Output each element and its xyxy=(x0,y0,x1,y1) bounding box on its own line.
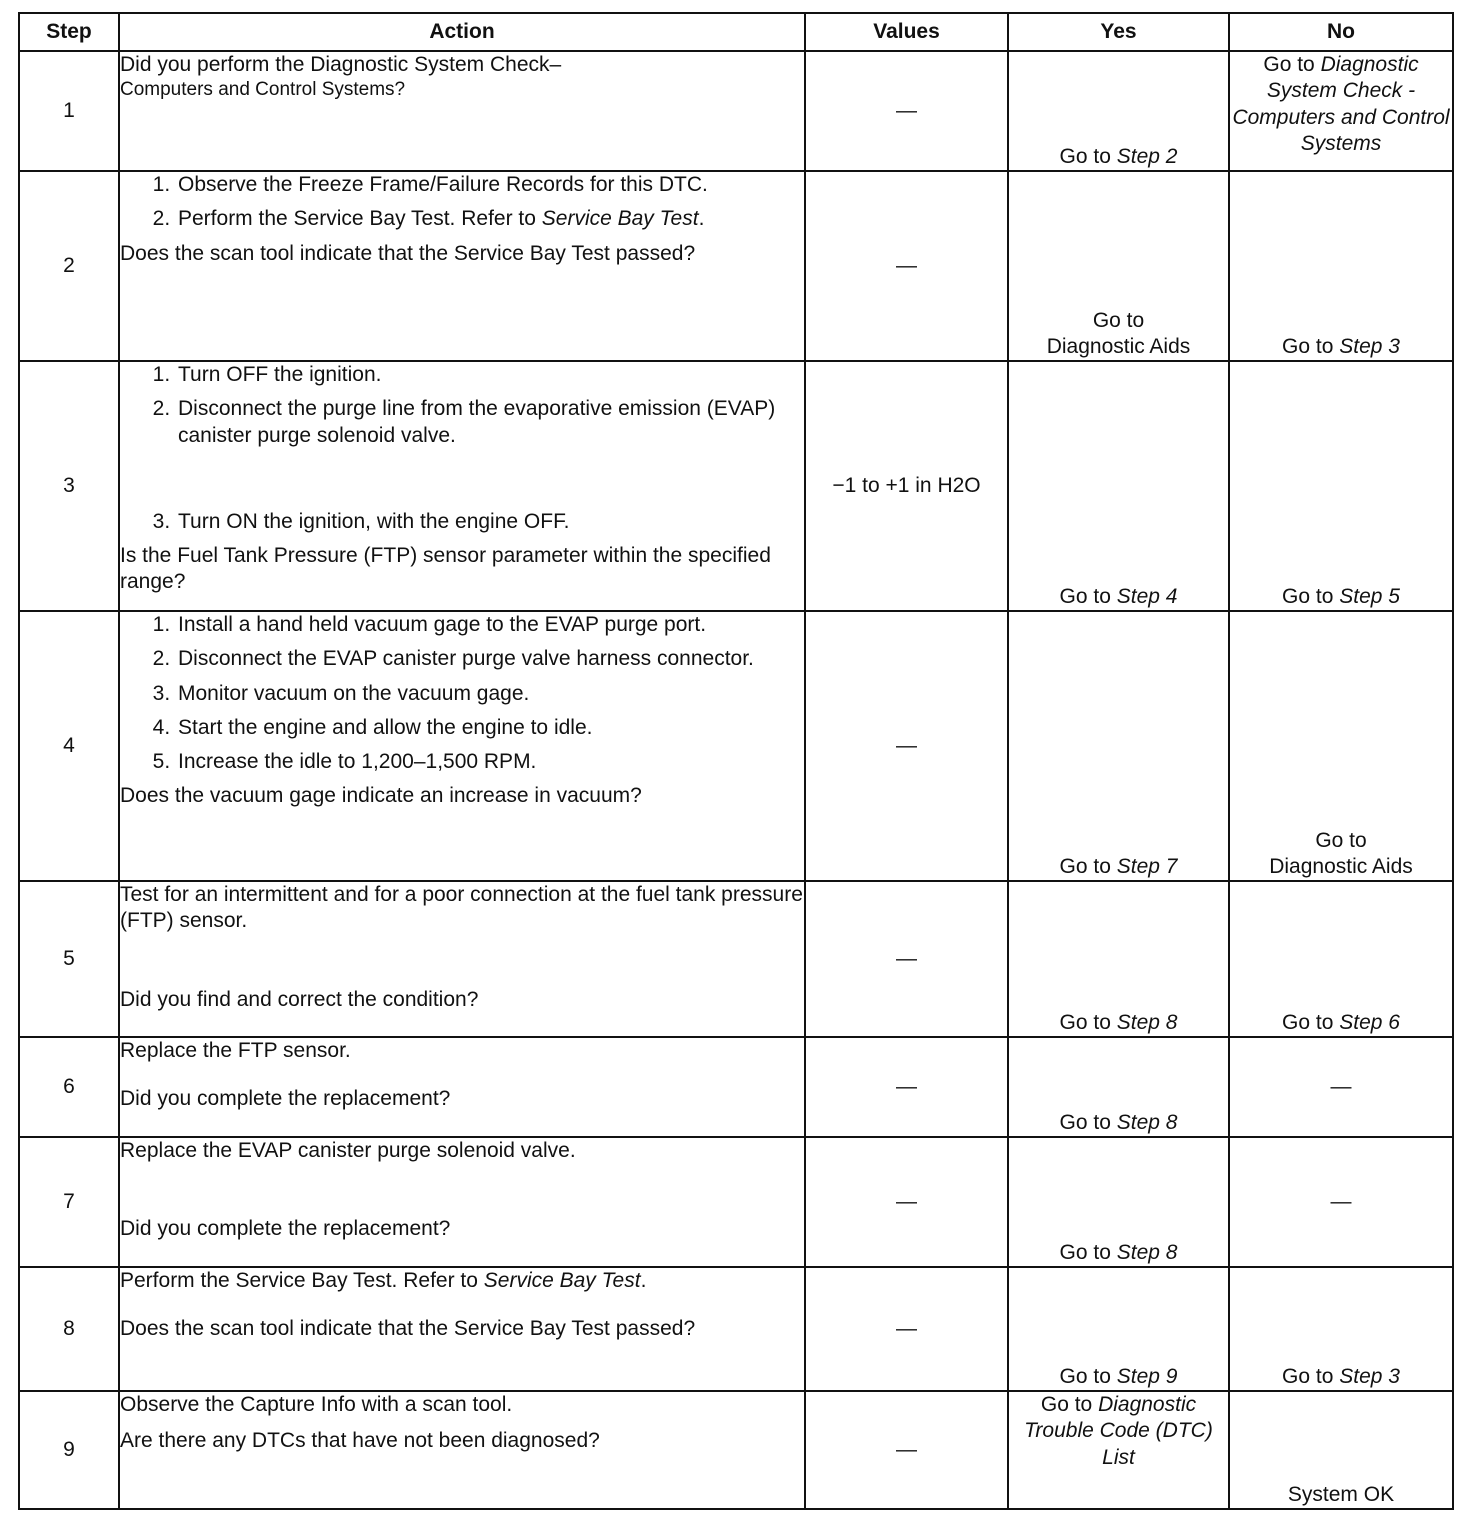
step-number: 8 xyxy=(19,1267,119,1391)
list-item xyxy=(176,206,804,232)
spacer xyxy=(120,1164,804,1216)
diagnostic-table xyxy=(18,12,1454,1510)
text-suffix: . xyxy=(640,1269,647,1292)
no-link[interactable]: Diagnostic System Check - Computers and Control Systems xyxy=(1232,53,1450,155)
table-row xyxy=(19,361,1453,611)
step-number: 7 xyxy=(19,1137,119,1267)
yes-cell xyxy=(1008,1267,1229,1391)
yes-link[interactable]: Step 7 xyxy=(1116,854,1178,878)
yes-cell xyxy=(1008,1137,1229,1267)
yes-cell xyxy=(1008,51,1229,171)
no-cell xyxy=(1229,171,1453,361)
value-cell: — xyxy=(805,1267,1008,1391)
value-cell: — xyxy=(805,51,1008,171)
action-cell xyxy=(119,611,805,881)
no-prefix: Go to xyxy=(1282,1010,1340,1034)
action-text: Replace the EVAP canister purge solenoid valve. xyxy=(120,1139,576,1162)
no-cell xyxy=(1229,1267,1453,1391)
action-cell xyxy=(119,51,805,171)
yes-link[interactable]: Step 8 xyxy=(1116,1240,1178,1264)
value-cell: — xyxy=(805,611,1008,881)
no-cell xyxy=(1229,611,1453,881)
item-suffix: . xyxy=(698,207,705,231)
header-row xyxy=(19,13,1453,51)
yes-prefix: Go to xyxy=(1059,1364,1117,1388)
no-cell xyxy=(1229,51,1453,171)
list-item: 3. Turn ON the ignition, with the engine OFF. xyxy=(176,509,804,535)
action-cell xyxy=(119,881,805,1037)
action-cell xyxy=(119,1137,805,1267)
no-link[interactable]: Step 5 xyxy=(1339,584,1400,608)
list-item: 5. Increase the idle to 1,200–1,500 RPM. xyxy=(176,749,804,775)
header-yes: Yes xyxy=(1008,13,1229,51)
no-link[interactable]: Step 6 xyxy=(1339,1010,1400,1034)
header-values: Values xyxy=(805,13,1008,51)
action-text: Computers and Control Systems? xyxy=(120,79,406,101)
step-number: 4 xyxy=(19,611,119,881)
no-prefix: Go to xyxy=(1282,1364,1340,1388)
list-item: 1. Install a hand held vacuum gage to the EVAP purge port. xyxy=(176,612,804,638)
no-cell xyxy=(1229,881,1453,1037)
value-cell: −1 to +1 in H2O xyxy=(805,361,1008,611)
action-question: Does the scan tool indicate that the Service Bay Test passed? xyxy=(120,1317,696,1341)
action-list xyxy=(120,172,804,233)
table-row xyxy=(19,611,1453,881)
list-item: 2. Disconnect the EVAP canister purge valve harness connector. xyxy=(176,646,804,672)
yes-cell xyxy=(1008,881,1229,1037)
list-item: 2. Disconnect the purge line from the evaporative emission (EVAP) canister purge solenoid valve. xyxy=(176,396,804,449)
action-text xyxy=(120,1268,804,1294)
action-cell xyxy=(119,1037,805,1137)
action-cell xyxy=(119,1391,805,1509)
step-number: 2 xyxy=(19,171,119,361)
table-row xyxy=(19,1137,1453,1267)
list-item: 1. Observe the Freeze Frame/Failure Records for this DTC. xyxy=(176,172,804,198)
yes-prefix: Go to xyxy=(1040,1393,1099,1416)
yes-link[interactable]: Step 4 xyxy=(1116,584,1178,608)
action-cell xyxy=(119,361,805,611)
reference-link[interactable]: Service Bay Test xyxy=(541,207,699,231)
yes-prefix: Go to xyxy=(1059,1010,1117,1034)
table-row xyxy=(19,51,1453,171)
no-prefix: Go to xyxy=(1282,334,1340,358)
header-step: Step xyxy=(19,13,119,51)
action-cell xyxy=(119,1267,805,1391)
action-text: Did you perform the Diagnostic System Check– xyxy=(120,53,562,76)
item-text: Perform the Service Bay Test. Refer to xyxy=(178,207,542,231)
table-row xyxy=(19,1391,1453,1509)
table-row xyxy=(19,881,1453,1037)
yes-link[interactable]: Step 8 xyxy=(1116,1110,1178,1134)
no-link[interactable]: Step 3 xyxy=(1339,334,1400,358)
list-item: 3. Monitor vacuum on the vacuum gage. xyxy=(176,681,804,707)
table-row xyxy=(19,1267,1453,1391)
no-cell xyxy=(1229,361,1453,611)
yes-link[interactable]: Step 8 xyxy=(1116,1010,1178,1034)
value-cell: — xyxy=(805,171,1008,361)
header-action: Action xyxy=(119,13,805,51)
list-item: 4. Start the engine and allow the engine to idle. xyxy=(176,715,804,741)
step-number: 1 xyxy=(19,51,119,171)
yes-cell xyxy=(1008,361,1229,611)
list-item: 1. Turn OFF the ignition. xyxy=(176,362,804,388)
action-list xyxy=(120,362,804,535)
no-line: Go to xyxy=(1315,828,1367,852)
no-cell: — xyxy=(1229,1037,1453,1137)
action-question: Did you find and correct the condition? xyxy=(120,987,479,1011)
yes-link[interactable]: Step 9 xyxy=(1116,1364,1178,1388)
table-row xyxy=(19,1037,1453,1137)
step-number: 5 xyxy=(19,881,119,1037)
header-no: No xyxy=(1229,13,1453,51)
value-cell: — xyxy=(805,1391,1008,1509)
action-list xyxy=(120,612,804,775)
yes-prefix: Go to xyxy=(1059,1110,1117,1134)
yes-prefix: Go to xyxy=(1059,144,1117,168)
value-cell: — xyxy=(805,881,1008,1037)
yes-link[interactable]: Diagnostic Aids xyxy=(1046,334,1191,358)
reference-link[interactable]: Service Bay Test xyxy=(483,1269,641,1292)
spacer xyxy=(120,1064,804,1086)
yes-prefix: Go to xyxy=(1059,584,1117,608)
value-cell: — xyxy=(805,1137,1008,1267)
yes-prefix: Go to xyxy=(1059,854,1117,878)
action-question: Does the vacuum gage indicate an increase in vacuum? xyxy=(120,784,642,808)
step-number: 9 xyxy=(19,1391,119,1509)
table-row xyxy=(19,171,1453,361)
action-question: Is the Fuel Tank Pressure (FTP) sensor parameter within the specified range? xyxy=(120,544,771,594)
no-prefix: Go to xyxy=(1263,53,1321,76)
action-question: Did you complete the replacement? xyxy=(120,1087,451,1111)
action-question: Are there any DTCs that have not been diagnosed? xyxy=(120,1429,600,1453)
no-prefix: Go to xyxy=(1282,584,1340,608)
action-text: Observe the Capture Info with a scan tool. xyxy=(120,1393,513,1416)
no-cell: System OK xyxy=(1229,1391,1453,1509)
yes-prefix: Go to xyxy=(1059,1240,1117,1264)
text-prefix: Perform the Service Bay Test. Refer to xyxy=(120,1269,484,1292)
yes-link[interactable]: Diagnostic Trouble Code (DTC) List xyxy=(1024,1393,1213,1469)
no-cell: — xyxy=(1229,1137,1453,1267)
step-number: 3 xyxy=(19,361,119,611)
yes-cell xyxy=(1008,171,1229,361)
spacer xyxy=(120,935,804,987)
yes-line: Go to xyxy=(1092,308,1145,332)
step-number: 6 xyxy=(19,1037,119,1137)
action-text: Test for an intermittent and for a poor connection at the fuel tank pressure (FTP) sensor. xyxy=(120,883,803,933)
action-question: Does the scan tool indicate that the Service Bay Test passed? xyxy=(120,241,696,265)
no-link[interactable]: Step 3 xyxy=(1339,1364,1400,1388)
spacer xyxy=(120,1294,804,1316)
no-link[interactable]: Diagnostic Aids xyxy=(1269,854,1413,878)
yes-link[interactable]: Step 2 xyxy=(1116,144,1178,168)
yes-cell xyxy=(1008,1391,1229,1509)
action-cell xyxy=(119,171,805,361)
yes-cell xyxy=(1008,611,1229,881)
value-cell: — xyxy=(805,1037,1008,1137)
action-question: Did you complete the replacement? xyxy=(120,1217,451,1241)
action-text: Replace the FTP sensor. xyxy=(120,1039,351,1062)
yes-cell xyxy=(1008,1037,1229,1137)
